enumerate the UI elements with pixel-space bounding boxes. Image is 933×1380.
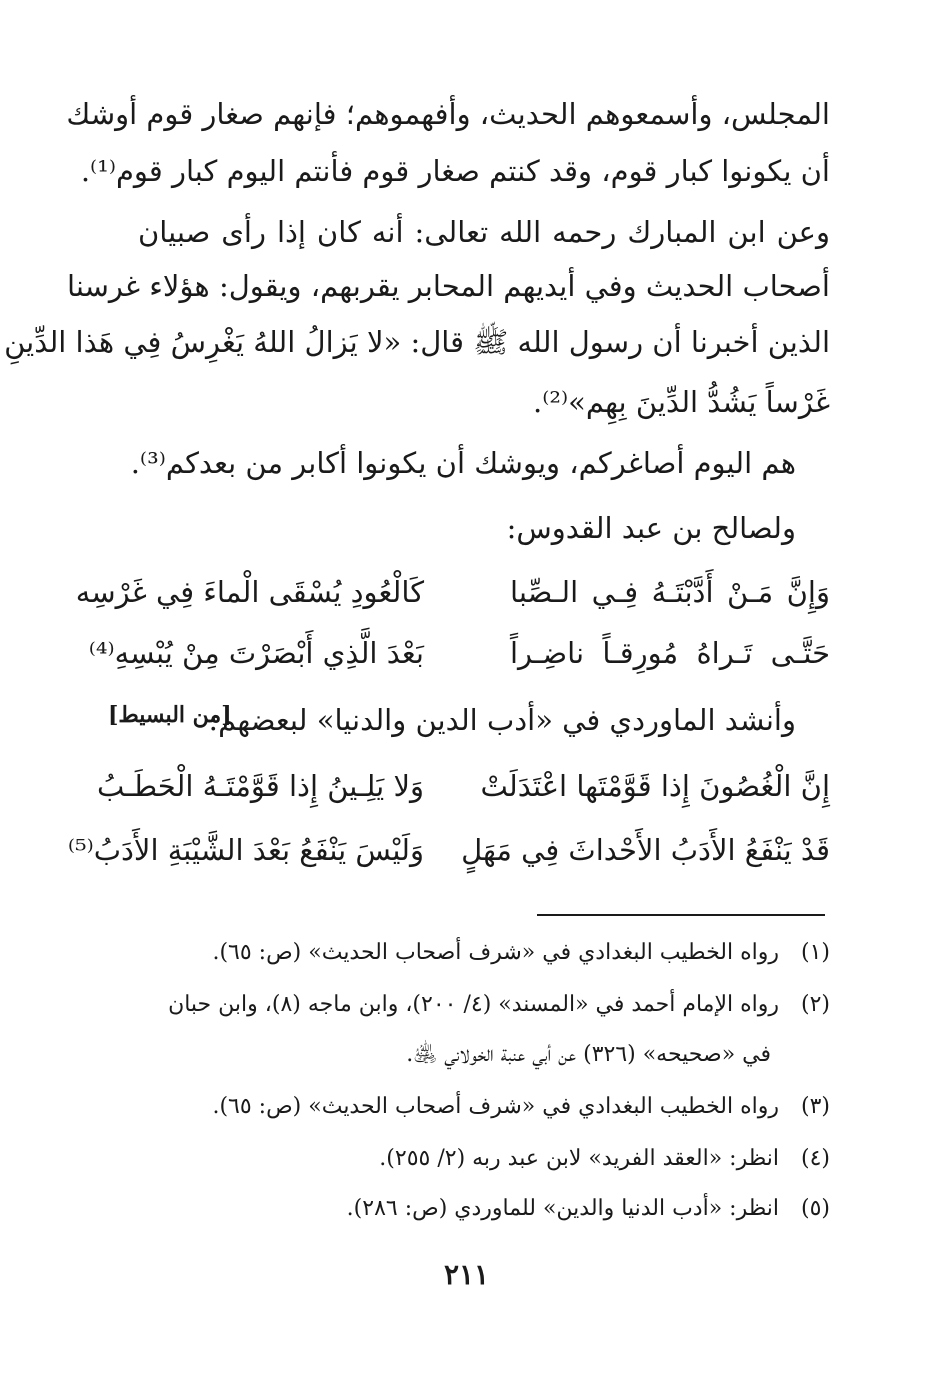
footnote-number: (٥) bbox=[800, 1196, 830, 1221]
footnote-text: رواه الخطيب البغدادي في «شرف أصحاب الحديث» (ص: ٦٥). bbox=[212, 940, 779, 965]
footnote-continuation: في «صحيحه» (٣٢٦) عن أبي عنبة الخولاني ﵁. bbox=[406, 1042, 771, 1067]
footnote-text: رواه الخطيب البغدادي في «شرف أصحاب الحديث» (ص: ٦٥). bbox=[212, 1094, 779, 1119]
verse-second-hemistich: وَلَيْسَ يَنْفَعُ بَعْدَ الشَّيْبَةِ الأَدَبُ⁽⁵⁾ bbox=[67, 833, 424, 867]
footnote-divider bbox=[537, 914, 825, 916]
verse-row bbox=[75, 570, 830, 614]
footnote bbox=[104, 988, 830, 1022]
footnote bbox=[104, 1142, 830, 1176]
verse-first-hemistich: حَتَّـى تَـراهُ مُورِقـاً ناضِـراً bbox=[510, 636, 830, 670]
verse-row bbox=[88, 631, 830, 675]
footnote-text: رواه الإمام أحمد في «المسند» (٤/ ٢٠٠)، وابن ماجه (٨)، وابن حبان bbox=[168, 992, 779, 1017]
verse-row bbox=[67, 828, 830, 872]
body-line-2: أن يكونوا كبار قوم، وقد كنتم صغار قوم فأنتم اليوم كبار قوم⁽¹⁾. bbox=[80, 154, 830, 188]
body-line-5: الذين أخبرنا أن رسول الله ﷺ قال: «لا يَزالُ اللهُ يَغْرِسُ فِي هَذا الدِّينِ bbox=[4, 325, 830, 359]
verse-first-hemistich: قَدْ يَنْفَعُ الأَدَبُ الأَحْداثَ فِي مَهَلٍ bbox=[461, 833, 830, 867]
footnote bbox=[104, 1090, 830, 1124]
body-line-4: أصحاب الحديث وفي أيديهم المحابر يقربهم، ويقول: هؤلاء غرسنا bbox=[67, 269, 830, 303]
page-number: ٢١١ bbox=[443, 1258, 490, 1291]
footnote bbox=[104, 936, 830, 970]
body-line-7: هم اليوم أصاغركم، ويوشك أن يكونوا أكابر من بعدكم⁽³⁾. bbox=[130, 446, 796, 480]
verse-second-hemistich: بَعْدَ الَّذِي أَبْصَرْتَ مِنْ يُبْسِهِ⁽⁴⁾ bbox=[88, 636, 424, 670]
verse-second-hemistich: كَالْعُودِ يُسْقَى الْماءَ فِي غَرْسِه bbox=[75, 575, 424, 609]
footnote-number: (١) bbox=[800, 940, 830, 965]
footnote-number: (٣) bbox=[800, 1094, 830, 1119]
footnote bbox=[104, 1192, 830, 1226]
footnote-number: (٢) bbox=[800, 992, 830, 1017]
footnote-number: (٤) bbox=[800, 1146, 830, 1171]
verse-first-hemistich: وَإِنَّ مَـنْ أَدَّبْتَـهُ فِـي الـصِّبا bbox=[510, 575, 830, 609]
body-line-6: غَرْساً يَشُدُّ الدِّينَ بِهِم»⁽²⁾. bbox=[533, 385, 830, 419]
meter-label: [من البسيط] bbox=[108, 702, 232, 728]
mawardi-intro: وأنشد الماوردي في «أدب الدين والدنيا» لبعضهم: bbox=[208, 703, 796, 737]
verse-second-hemistich: وَلا يَلِـينُ إِذا قَوَّمْتَـهُ الْحَطَـبُ bbox=[97, 769, 424, 803]
footnote-text: انظر: «أدب الدنيا والدين» للماوردي (ص: ٢٨٦). bbox=[346, 1196, 779, 1221]
poet-intro: ولصالح بن عبد القدوس: bbox=[506, 511, 796, 545]
verse-first-hemistich: إِنَّ الْغُصُونَ إِذا قَوَّمْتَها اعْتَدَلَتْ bbox=[480, 769, 830, 803]
body-line-3: وعن ابن المبارك رحمه الله تعالى: أنه كان إذا رأى صبيان bbox=[138, 215, 830, 249]
body-line-1: المجلس، وأسمعوهم الحديث، وأفهموهم؛ فإنهم صغار قوم أوشك bbox=[66, 97, 830, 131]
footnote-text: انظر: «العقد الفريد» لابن عبد ربه (٢/ ٢٥٥). bbox=[379, 1146, 779, 1171]
verse-row bbox=[97, 764, 830, 808]
